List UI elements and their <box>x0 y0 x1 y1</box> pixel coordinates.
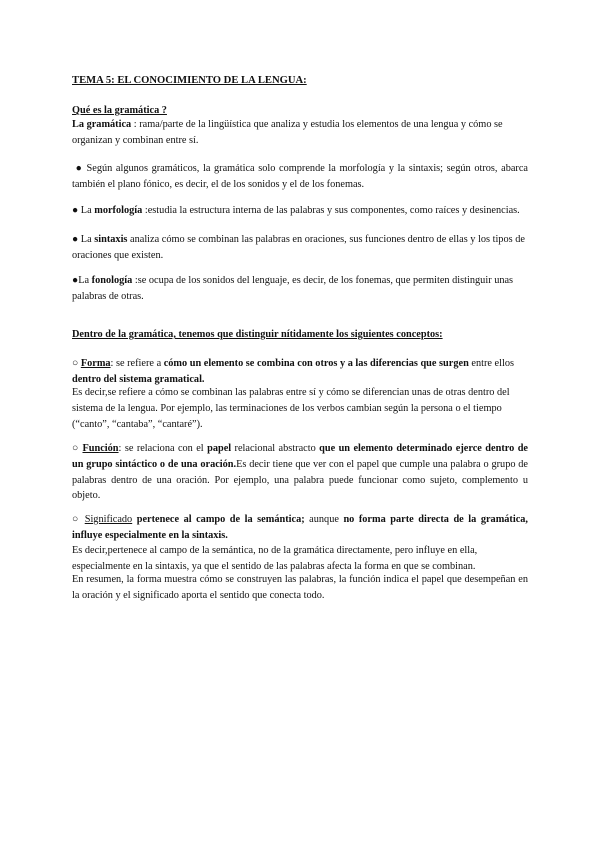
section-heading-concepts: Dentro de la gramática, tenemos que distinguir nítidamente los siguientes conceptos: <box>72 329 443 340</box>
function-bold-text: que un elemento determinado ejerce dentro de un grupo sintáctico o de una oración. <box>72 443 528 470</box>
bullet-icon: ● <box>72 275 79 286</box>
meaning-bold-text: no forma parte directa de la gramática, influye especialmente en la sintaxis. <box>72 514 528 541</box>
morphology-term: morfología <box>94 205 143 216</box>
section-heading-grammar: Qué es la gramática ? <box>72 105 167 116</box>
bullet-text: :estudia la estructura interna de las palabras y sus componentes, como raíces y desinencias. <box>142 205 520 216</box>
bullet-prefix: La <box>78 205 95 216</box>
bullet-text: Según algunos gramáticos, la gramática solo comprende la morfología y la sintaxis; según otros, abarca también el plano fónico, es decir, el de los sonidos y el de los fonemas. <box>72 163 528 190</box>
form-text: : se refiere a <box>110 358 164 369</box>
circle-bullet-icon: ○ <box>72 514 81 525</box>
circle-bullet-icon: ○ <box>72 443 80 454</box>
meaning-term: Significado <box>84 514 133 525</box>
function-bold-text: papel <box>207 443 232 454</box>
circle-bullet-icon: ○ <box>72 358 79 369</box>
document-title: TEMA 5: EL CONOCIMIENTO DE LA LENGUA: <box>72 75 307 86</box>
bullet-text: :se ocupa de los sonidos del lenguaje, es decir, de los fonemas, que permiten distinguir unas palabras de otras. <box>72 275 514 302</box>
bullet-phonology <box>72 273 528 305</box>
form-bold-text: cómo un elemento se combina con otros y a las diferencias que surgen <box>163 358 469 369</box>
form-bold-text: dentro del sistema gramatical. <box>72 373 205 385</box>
function-term: Función <box>82 443 119 454</box>
bullet-prefix: La <box>78 234 95 245</box>
function-text: : se relaciona con el <box>118 443 208 454</box>
grammar-definition-text: : rama/parte de la lingüística que analiza y estudia los elementos de una lengua y cómo se organizan y combinan entre sí. <box>72 119 503 146</box>
bullet-morphology <box>72 203 528 219</box>
concept-form <box>72 356 528 388</box>
meaning-explanation: Es decir,pertenece al campo de la semántica, no de la gramática directamente, pero influye en ella, especialmente en la sintaxis, ya que el sentido de las palabras afecta la forma en que se combinan. <box>72 545 478 572</box>
phonology-term: fonología <box>91 275 133 286</box>
bullet-prefix: La <box>78 275 92 286</box>
form-term: Forma <box>80 358 111 369</box>
concept-meaning <box>72 512 528 544</box>
bullet-grammarians <box>72 161 528 193</box>
bullet-icon: ● <box>72 234 79 245</box>
meaning-text: aunque <box>304 514 344 525</box>
bullet-text: analiza cómo se combinan las palabras en oraciones, sus funciones dentro de ellas y los tipos de oraciones que existen. <box>72 234 525 261</box>
grammar-term: La gramática <box>72 119 132 130</box>
bullet-icon: ● <box>72 205 79 216</box>
meaning-bold-text: pertenece al campo de la semántica; <box>132 514 305 525</box>
bullet-icon: ● <box>75 163 83 174</box>
summary-paragraph: En resumen, la forma muestra cómo se construyen las palabras, la función indica el papel que desempeñan en la oración y el significado aporta el sentido que conecta todo. <box>72 574 528 601</box>
form-explanation: Es decir,se refiere a cómo se combinan las palabras entre sí y cómo se diferencian unas de otras dentro del sistema de la lengua. Por ejemplo, las terminaciones de los verbos cambian según la persona o el tiempo (“canto”, “cantaba”, “cantaré”). <box>72 387 510 430</box>
function-explanation: Es decir tiene que ver con el papel que cumple una palabra o grupo de palabras dentro de una oración. Por ejemplo, una palabra puede funcionar como sujeto, complemento u objeto. <box>72 458 529 502</box>
form-text: entre ellos <box>468 358 514 369</box>
bullet-syntax <box>72 232 528 264</box>
function-text: relacional abstracto <box>231 443 320 454</box>
syntax-term: sintaxis <box>94 234 128 245</box>
grammar-definition <box>72 117 528 149</box>
concept-function <box>72 441 528 504</box>
